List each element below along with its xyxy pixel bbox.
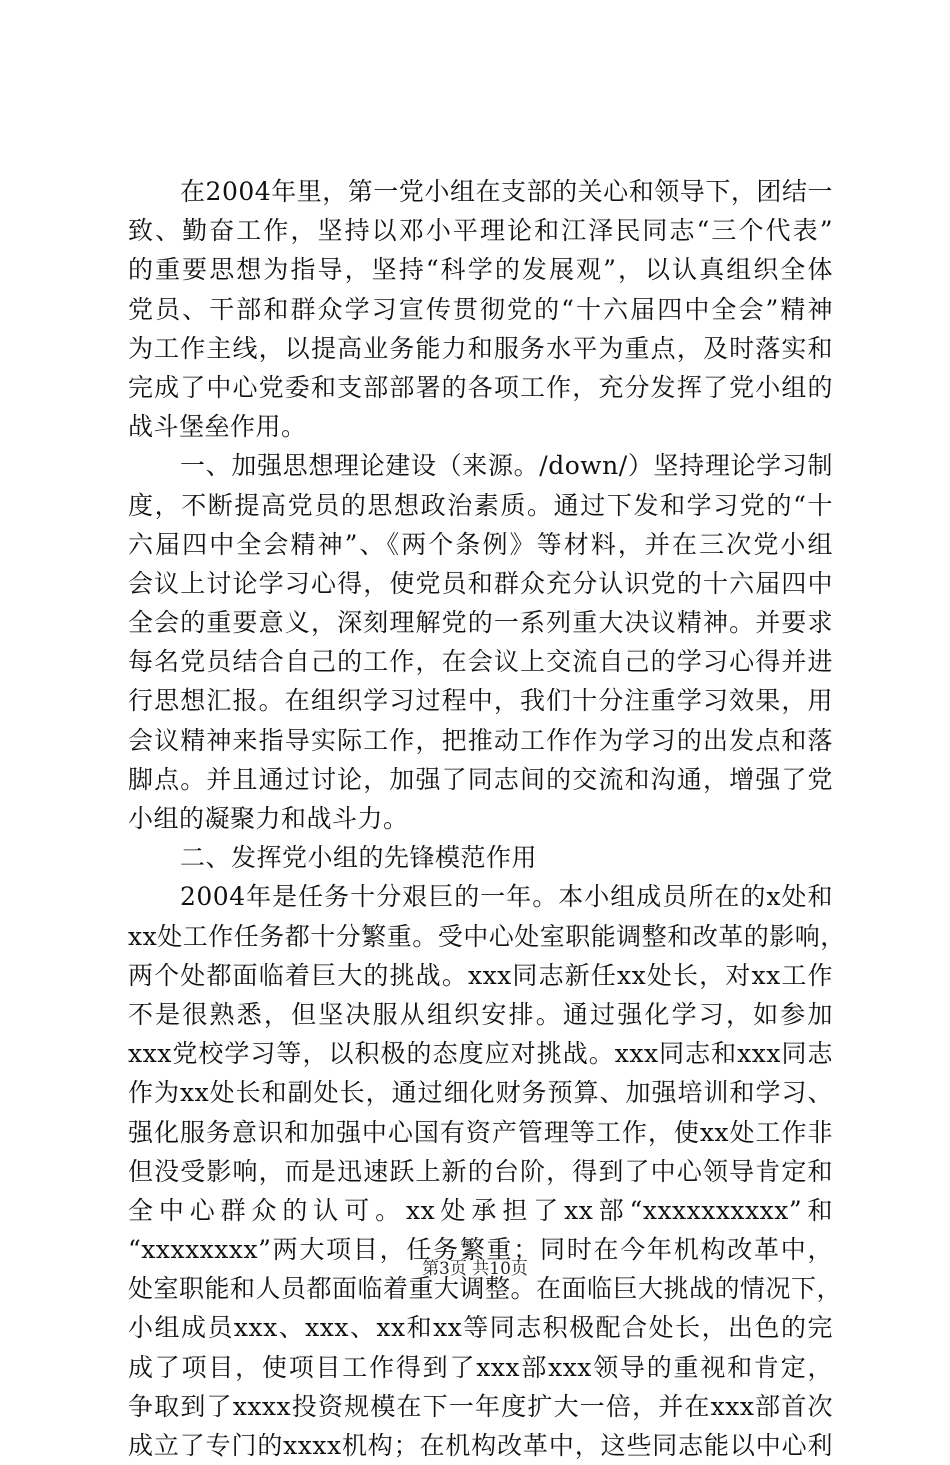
page-footer: 第3页 共10页 (422, 1259, 528, 1279)
text-line: xx处工作任务都十分繁重。受中心处室职能调整和改革的影响， (128, 921, 846, 951)
text-line: 强化服务意识和加强中心国有资产管理等工作，使xx处工作非 (128, 1117, 833, 1147)
text-line: 处室职能和人员都面临着重大调整。在面临巨大挑战的情况下， (128, 1274, 843, 1304)
text-line: 成立了专门的xxxx机构；在机构改革中，这些同志能以中心利 (128, 1431, 833, 1460)
text-line: 战斗堡垒作用。 (128, 412, 307, 442)
text-line: 全会的重要意义，深刻理解党的一系列重大决议精神。并要求 (128, 608, 833, 638)
text-line: 一、加强思想理论建设（来源。/down/）坚持理论学习制 (180, 451, 833, 481)
text-line: 小组成员xxx、xxx、xx和xx等同志积极配合处长，出色的完 (128, 1313, 833, 1343)
text-line: 不是很熟悉，但坚决服从组织安排。通过强化学习，如参加 (128, 999, 833, 1029)
text-line: 党员、干部和群众学习宣传贯彻党的“十六届四中全会”精神 (128, 294, 833, 324)
text-line: 两个处都面临着巨大的挑战。xxx同志新任xx处长，对xx工作 (128, 960, 833, 990)
text-line: 成了项目，使项目工作得到了xxx部xxx领导的重视和肯定， (128, 1352, 833, 1382)
text-line: 全中心群众的认可。xx处承担了xx部“xxxxxxxxxx”和 (128, 1195, 833, 1225)
text-line: 但没受影响，而是迅速跃上新的台阶，得到了中心领导肯定和 (128, 1156, 833, 1186)
text-line: 的重要思想为指导，坚持“科学的发展观”，以认真组织全体 (128, 255, 833, 285)
text-line: 致、勤奋工作，坚持以邓小平理论和江泽民同志“三个代表” (128, 216, 833, 246)
text-line: 行思想汇报。在组织学习过程中，我们十分注重学习效果，用 (128, 686, 833, 716)
text-line: 2004年是任务十分艰巨的一年。本小组成员所在的x处和 (180, 882, 833, 912)
text-line: 度，不断提高党员的思想政治素质。通过下发和学习党的“十 (128, 490, 833, 520)
text-line: 会议精神来指导实际工作，把推动工作作为学习的出发点和落 (128, 725, 833, 755)
text-line: 在2004年里，第一党小组在支部的关心和领导下，团结一 (180, 177, 833, 206)
text-line: 作为xx处长和副处长，通过细化财务预算、加强培训和学习、 (128, 1078, 833, 1108)
text-line: 二、发挥党小组的先锋模范作用 (180, 843, 538, 873)
text-line: 争取到了xxxx投资规模在下一年度扩大一倍，并在xxx部首次 (128, 1391, 833, 1421)
text-line: xxx党校学习等，以积极的态度应对挑战。xxx同志和xxx同志 (128, 1039, 833, 1069)
text-line: 脚点。并且通过讨论，加强了同志间的交流和沟通，增强了党 (128, 764, 833, 794)
text-line: 会议上讨论学习心得，使党员和群众充分认识党的十六届四中 (128, 568, 833, 598)
text-line: 小组的凝聚力和战斗力。 (128, 804, 409, 833)
text-line: “xxxxxxxx”两大项目，任务繁重；同时在今年机构改革中， (128, 1235, 833, 1265)
text-line: 为工作主线，以提高业务能力和服务水平为重点，及时落实和 (128, 333, 833, 363)
text-line: 完成了中心党委和支部部署的各项工作，充分发挥了党小组的 (128, 372, 833, 402)
text-line: 六届四中全会精神”、《两个条例》等材料，并在三次党小组 (128, 529, 833, 559)
text-line: 每名党员结合自己的工作，在会议上交流自己的学习心得并进 (128, 647, 833, 677)
